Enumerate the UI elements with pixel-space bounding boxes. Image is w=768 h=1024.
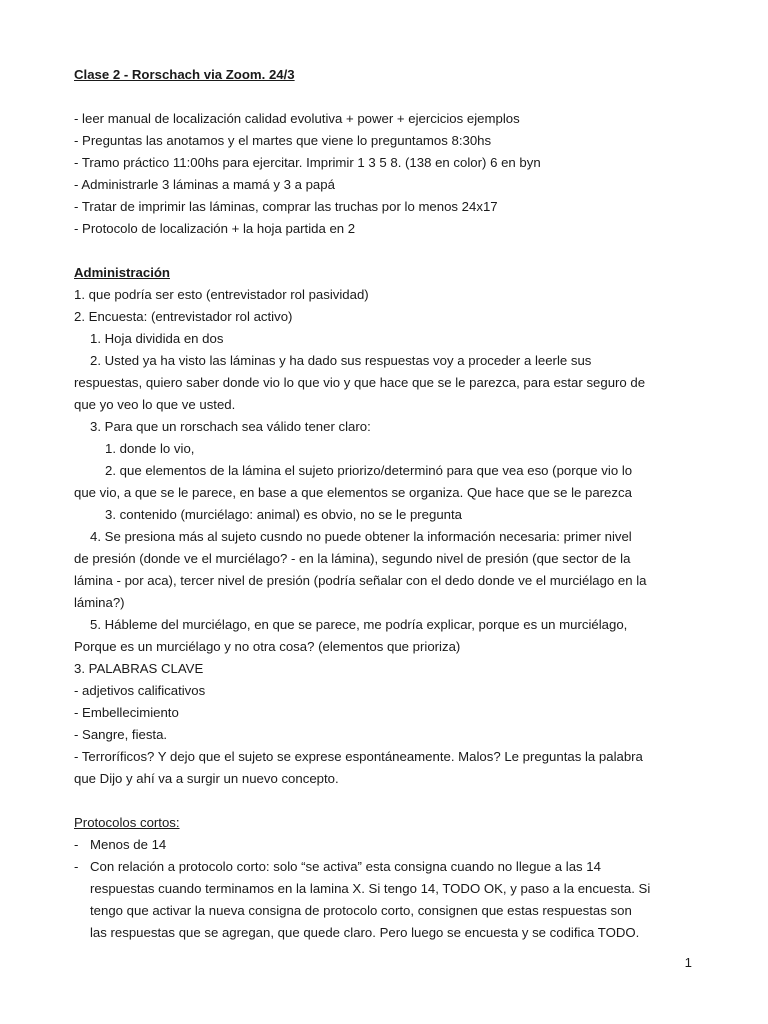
text-line: Con relación a protocolo corto: solo “se activa” esta consigna cuando no llegue a las 14 (90, 859, 601, 874)
list-item: - Tramo práctico 11:00hs para ejercitar. Imprimir 1 3 5 8. (138 en color) 6 en byn (74, 155, 541, 170)
list-item: - Tratar de imprimir las láminas, comprar las truchas por lo menos 24x17 (74, 199, 498, 214)
list-item: - Protocolo de localización + la hoja partida en 2 (74, 221, 356, 236)
list-item: - leer manual de localización calidad evolutiva + power + ejercicios ejemplos (74, 111, 520, 126)
intro-list (74, 108, 704, 240)
admin-subpoint-3: 3. Para que un rorschach sea válido tener claro: (90, 419, 371, 434)
document-title: Clase 2 - Rorschach via Zoom. 24/3 (74, 67, 295, 82)
keyword-item: - Embellecimiento (74, 705, 179, 720)
admin-point-3: 3. PALABRAS CLAVE (74, 661, 204, 676)
list-item: - Preguntas las anotamos y el martes que viene lo preguntamos 8:30hs (74, 133, 492, 148)
keyword-item: - adjetivos calificativos (74, 683, 206, 698)
admin-subpoint-2-cont: respuestas, quiero saber donde vio lo que vio y que hace que se le parezca, para estar seguro de (74, 375, 646, 390)
bullet-dash: - (74, 837, 79, 852)
admin-subsubpoint-2-cont: que vio, a que se le parece, en base a que elementos se organiza. Que hace que se le parezca (74, 485, 632, 500)
admin-subsubpoint-3: 3. contenido (murciélago: animal) es obvio, no se le pregunta (105, 507, 463, 522)
admin-subpoint-4-cont: lámina?) (74, 595, 125, 610)
administracion-heading: Administración (74, 265, 170, 280)
keyword-item: - Sangre, fiesta. (74, 727, 168, 742)
text-line: respuestas cuando terminamos en la lamina X. Si tengo 14, TODO OK, y paso a la encuesta. Si (90, 881, 651, 896)
list-item (74, 834, 704, 856)
admin-subpoint-2-cont: que yo veo lo que ve usted. (74, 397, 236, 412)
bullet-dash: - (74, 859, 79, 874)
keyword-item: - Terroríficos? Y dejo que el sujeto se exprese espontáneamente. Malos? Le preguntas la palabra (74, 749, 643, 764)
admin-subpoint-4-cont: lámina - por aca), tercer nivel de presión (podría señalar con el dedo donde ve el murciélago en la (74, 573, 647, 588)
list-item: - Administrarle 3 láminas a mamá y 3 a papá (74, 177, 335, 192)
admin-subsubpoint-1: 1. donde lo vio, (105, 441, 195, 456)
list-item-text: Menos de 14 (90, 837, 167, 852)
admin-subpoint-2: 2. Usted ya ha visto las láminas y ha dado sus respuestas voy a proceder a leerle sus (90, 353, 592, 368)
admin-subpoint-1: 1. Hoja dividida en dos (90, 331, 224, 346)
document-page (74, 64, 704, 944)
page-number: 1 (684, 955, 692, 970)
spacer (74, 86, 704, 108)
admin-point-2: 2. Encuesta: (entrevistador rol activo) (74, 309, 293, 324)
text-line: tengo que activar la nueva consigna de protocolo corto, consignen que estas respuestas son (90, 903, 632, 918)
admin-subpoint-5: 5. Hábleme del murciélago, en que se parece, me podría explicar, porque es un murciélago, (90, 617, 628, 632)
admin-subsubpoint-2: 2. que elementos de la lámina el sujeto priorizo/determinó para que vea eso (porque vio lo (105, 463, 633, 478)
admin-subpoint-4: 4. Se presiona más al sujeto cusndo no puede obtener la información necesaria: primer nivel (90, 529, 632, 544)
text-line: las respuestas que se agregan, que quede claro. Pero luego se encuesta y se codifica TODO. (90, 925, 640, 940)
admin-subpoint-5-cont: Porque es un murciélago y no otra cosa? (elementos que prioriza) (74, 639, 461, 654)
keyword-item-cont: que Dijo y ahí va a surgir un nuevo concepto. (74, 771, 339, 786)
protocolos-heading: Protocolos cortos: (74, 815, 180, 830)
list-item (74, 856, 704, 944)
admin-subpoint-4-cont: de presión (donde ve el murciélago? - en la lámina), segundo nivel de presión (que sector de la (74, 551, 631, 566)
admin-point-1: 1. que podría ser esto (entrevistador rol pasividad) (74, 287, 369, 302)
list-item-text (90, 856, 704, 944)
